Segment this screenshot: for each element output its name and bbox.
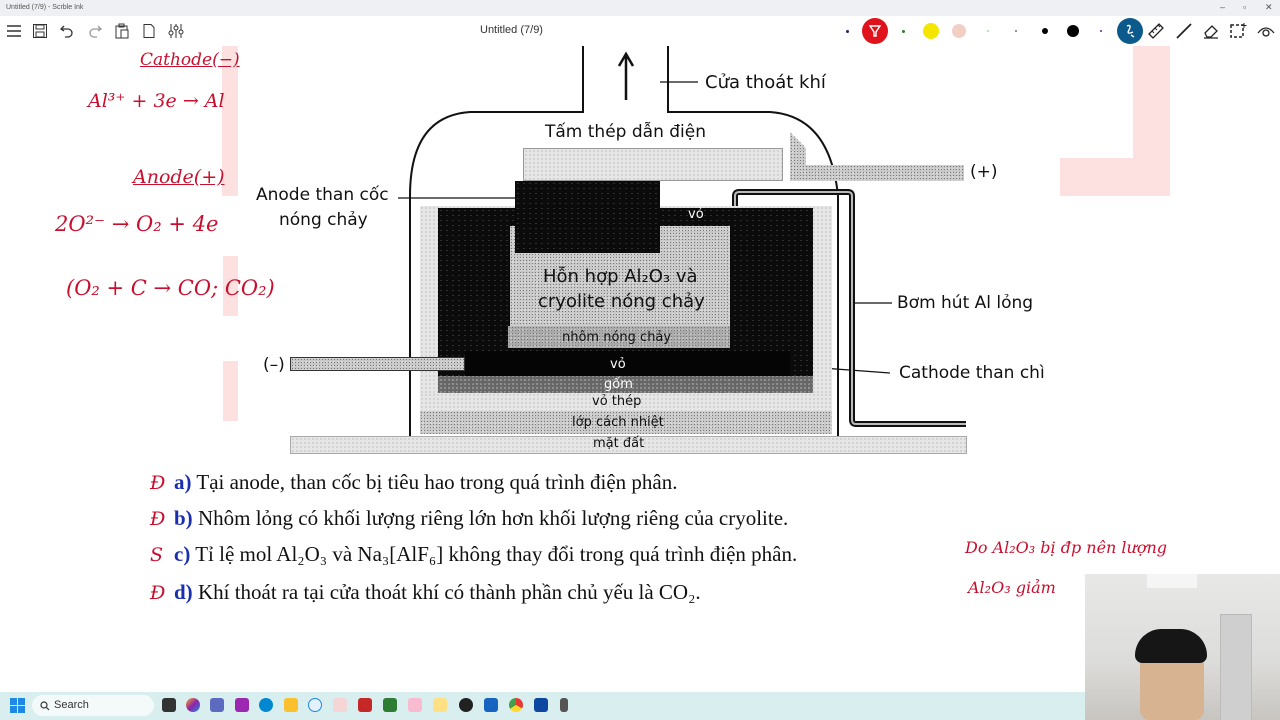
pen-purple-button[interactable] [1100,30,1102,32]
close-button[interactable]: ✕ [1265,2,1273,12]
start-button[interactable] [10,698,25,713]
answer-mark-a: Đ [150,472,166,494]
anode-block [515,181,660,253]
answer-mark-c: S [150,544,164,566]
copilot-icon[interactable] [186,698,200,712]
minimize-button[interactable]: – [1220,2,1226,12]
label-ground: mặt đất [593,436,645,451]
eraser-icon[interactable] [1201,21,1221,41]
label-mixture-2: cryolite nóng chảy [538,291,705,312]
label-negative: (–) [263,355,285,375]
label-steel-shell: vỏ thép [592,394,642,409]
label-shell: vỏ [610,357,626,372]
handwritten-side-reaction: (O₂ + C → CO; CO₂) [66,276,275,300]
label-shell-top: vỏ [688,207,704,222]
snipping-tool-icon[interactable] [408,698,422,712]
label-anode-cont: nóng chảy [279,210,368,230]
scrble-ink-icon[interactable] [534,698,548,712]
settings-sliders-icon[interactable] [166,21,186,41]
steel-plate-part [523,148,783,181]
answer-mark-b: Đ [150,508,166,530]
label-anode: Anode than cốc [256,185,389,205]
highlighter-icon [868,24,882,38]
label-ceramic: gốm [604,377,633,392]
label-pump: Bơm hút Al lỏng [897,293,1034,313]
handwritten-cathode-equation: Al³⁺ + 3e → Al [88,90,225,112]
document-title: Untitled (7/9) [480,24,543,36]
ink-stroke-icon [1123,23,1137,39]
pen-gray-button[interactable] [1015,30,1017,32]
select-region-icon[interactable] [1228,21,1248,41]
question-c-text: Tỉ lệ mol Al₂O₃ và Na₃[AlF₆] không thay đổi trong quá trình điện phân. [190,542,798,566]
app-generic-icon[interactable] [333,698,347,712]
edge-icon[interactable] [259,698,273,712]
handwritten-note-line2: Al₂O₃ giảm [968,578,1056,597]
question-d-text: Khí thoát ra tại cửa thoát khí có thành phần chủ yếu là CO₂. [192,580,701,604]
pen-black-small-button[interactable] [1042,28,1048,34]
pen-black-large-button[interactable] [1067,25,1079,37]
label-insulation: lớp cách nhiệt [572,415,664,430]
paste-icon[interactable] [112,21,132,41]
air-conditioner [1147,574,1197,588]
save-icon[interactable] [30,21,50,41]
label-steel-plate: Tấm thép dẫn điện [545,122,706,142]
pen-yellow-button[interactable] [923,23,939,39]
handwritten-note-line1: Do Al₂O₃ bị đp nên lượng [965,538,1168,557]
webcam-overlay [1085,574,1280,720]
question-b-label: b) [174,506,193,530]
label-mixture-1: Hỗn hợp Al₂O₃ và [543,266,698,287]
zalo-icon[interactable] [308,698,322,712]
view-eye-icon[interactable] [1256,21,1276,41]
clipchamp-icon[interactable] [235,698,249,712]
obs-icon[interactable] [459,698,473,712]
label-cathode: Cathode than chì [899,363,1045,383]
main-toolbar [0,16,1280,46]
door [1220,614,1252,720]
new-page-icon[interactable] [139,21,159,41]
label-gas-outlet: Cửa thoát khí [705,72,826,93]
excel-icon[interactable] [383,698,397,712]
pen-green-button[interactable] [902,30,905,33]
answer-mark-d: Đ [150,582,166,604]
pdf-reader-icon[interactable] [358,698,372,712]
chrome-icon[interactable] [509,698,523,712]
handwritten-cathode-title: Cathode(−) [140,50,240,70]
teams-icon[interactable] [210,698,224,712]
taskbar-search[interactable] [32,695,154,716]
handwritten-anode-equation: 2O²⁻ → O₂ + 4e [55,212,219,236]
window-title: Untitled (7/9) - Scrble Ink [6,4,84,11]
search-icon [40,701,50,711]
question-c [174,542,797,567]
question-a [174,470,677,495]
pen-peach-button[interactable] [952,24,966,38]
task-view-icon[interactable] [162,698,176,712]
electrolysis-cell-diagram [0,46,1280,466]
question-c-label: c) [174,542,191,566]
pen-red-highlighter-button[interactable] [862,18,888,44]
question-d-label: d) [174,580,193,604]
label-positive: (+) [970,162,998,182]
question-d [174,580,701,605]
window-titlebar [0,0,1280,16]
ink-stroke-button[interactable] [1117,18,1143,44]
question-b-text: Nhôm lỏng có khối lượng riêng lớn hơn khối lượng riêng của cryolite. [192,506,789,530]
line-tool-icon[interactable] [1174,21,1194,41]
word-icon[interactable] [484,698,498,712]
paint-icon[interactable] [433,698,447,712]
handwritten-anode-title: Anode(+) [133,166,225,188]
presenter-hair [1135,629,1207,663]
label-molten-al: nhôm nóng chảy [562,330,672,345]
undo-icon[interactable] [57,21,77,41]
search-placeholder: Search [54,699,89,711]
pen-lightgreen-button[interactable] [987,30,989,32]
phone-link-icon[interactable] [560,698,568,712]
ruler-icon[interactable] [1146,21,1166,41]
pen-navy-button[interactable] [846,30,849,33]
positive-terminal-bar [790,165,964,181]
question-a-label: a) [174,470,192,494]
redo-icon[interactable] [85,21,105,41]
question-a-text: Tại anode, than cốc bị tiêu hao trong quá trình điện phân. [191,470,678,494]
cathode-shell [465,351,790,376]
file-explorer-icon[interactable] [284,698,298,712]
negative-terminal-bar [290,357,465,371]
question-b [174,506,788,531]
restore-button[interactable]: ▫ [1243,2,1247,12]
menu-icon[interactable] [4,21,24,41]
